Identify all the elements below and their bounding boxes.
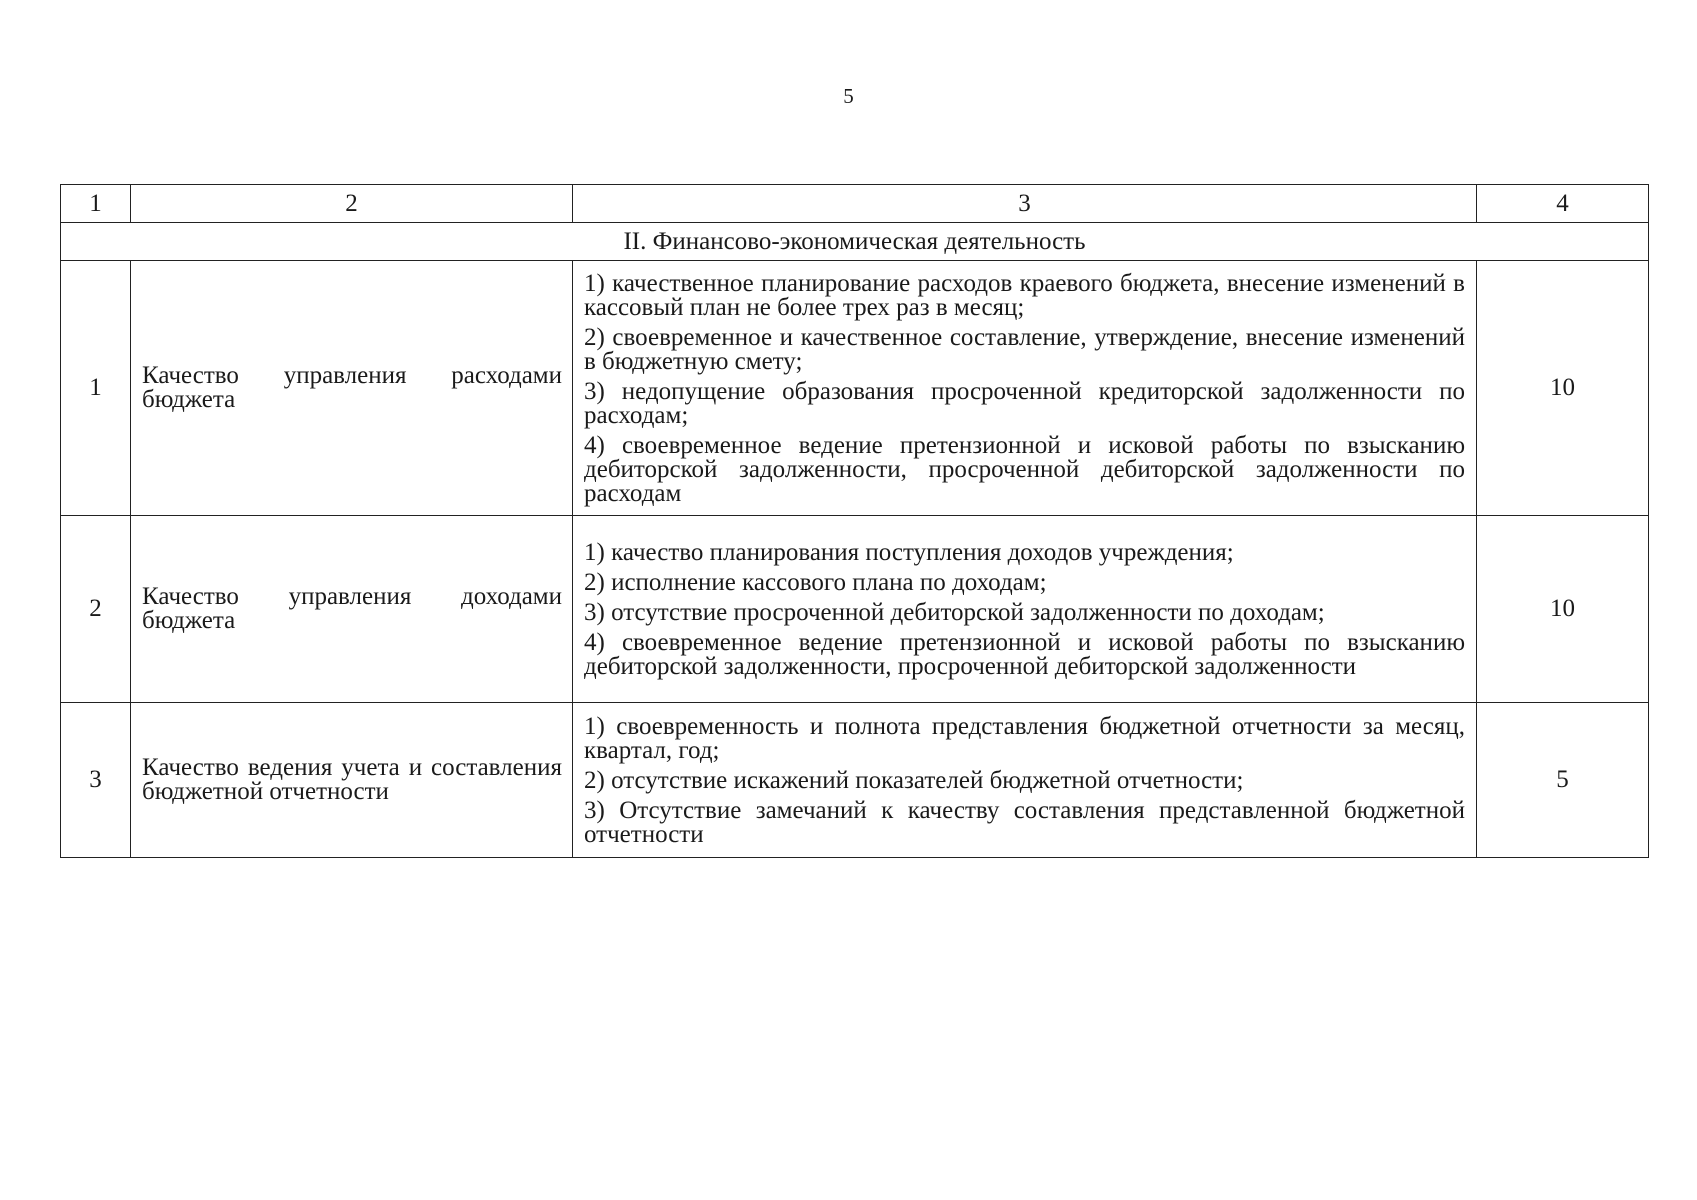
criteria-cell: [573, 516, 1477, 703]
page-number: 5: [843, 84, 854, 108]
indicator-name: Качество управления расходами бюджета: [131, 261, 573, 516]
criteria-cell: [573, 261, 1477, 516]
header-cell-2: 2: [131, 185, 573, 223]
table-row: [61, 261, 1649, 516]
header-cell-3: 3: [573, 185, 1477, 223]
section-title: II. Финансово-экономическая деятельность: [61, 223, 1649, 261]
criteria-cell: [573, 703, 1477, 858]
max-score: 10: [1477, 516, 1649, 703]
criterion-item: 3) отсутствие просроченной дебиторской задолженности по доходам;: [584, 599, 1325, 626]
criterion-item: 2) исполнение кассового плана по доходам;: [584, 569, 1047, 596]
criterion-item: 1) своевременность и полнота представления бюджетной отчетности за месяц, квартал, год;: [584, 713, 1465, 764]
table-row: [61, 516, 1649, 703]
row-number: 3: [61, 703, 131, 858]
criterion-item: 1) качественное планирование расходов краевого бюджета, внесение изменений в кассовый план не более трех раз в месяц;: [584, 270, 1465, 321]
header-cell-1: 1: [61, 185, 131, 223]
criterion-item: 3) Отсутствие замечаний к качеству составления представленной бюджетной отчетности: [584, 797, 1465, 848]
table-header-row: [61, 185, 1649, 223]
criteria-table: [60, 184, 1649, 858]
criterion-item: 1) качество планирования поступления доходов учреждения;: [584, 539, 1234, 566]
criterion-item: 4) своевременное ведение претензионной и исковой работы по взысканию дебиторской задолженности, просроченной дебиторской задолженности: [584, 629, 1465, 680]
max-score: 10: [1477, 261, 1649, 516]
criterion-item: 4) своевременное ведение претензионной и исковой работы по взысканию дебиторской задолженности, просроченной дебиторской задолженности по расходам: [584, 432, 1465, 507]
table-row: [61, 703, 1649, 858]
indicator-name: Качество управления доходами бюджета: [131, 516, 573, 703]
row-number: 1: [61, 261, 131, 516]
criterion-item: 2) отсутствие искажений показателей бюджетной отчетности;: [584, 767, 1244, 794]
header-cell-4: 4: [1477, 185, 1649, 223]
indicator-name: Качество ведения учета и составления бюджетной отчетности: [131, 703, 573, 858]
row-number: 2: [61, 516, 131, 703]
max-score: 5: [1477, 703, 1649, 858]
criterion-item: 3) недопущение образования просроченной кредиторской задолженности по расходам;: [584, 378, 1465, 429]
section-row: [61, 223, 1649, 261]
criterion-item: 2) своевременное и качественное составление, утверждение, внесение изменений в бюджетную смету;: [584, 324, 1465, 375]
